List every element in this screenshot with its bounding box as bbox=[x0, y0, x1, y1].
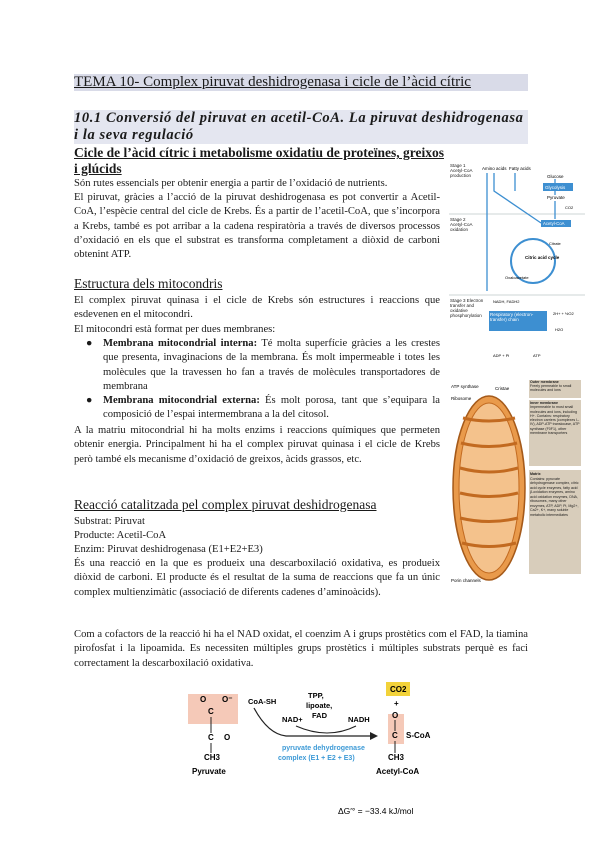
tpp-label: TPP, bbox=[308, 691, 324, 700]
respiratory-chain-label: Respiratory (electron-transfer) chain bbox=[490, 312, 534, 322]
co2-product: CO2 bbox=[390, 685, 407, 694]
paragraph-cofactors: Com a cofactors de la reacció hi ha el NAD oxidat, el coenzim A i grups prostètics com el FAD, la tiamina pirofosfat i la lipoamida. Es necessiten múltiples grups prostètics i múltiples substrats perquè es faci correctament la descarboxilació oxidativa. bbox=[74, 629, 528, 669]
stage3-label: Stage 3 Electron transfer and oxidative phosphorylation bbox=[450, 298, 484, 318]
term-inner-membrane: Membrana mitocondrial interna: bbox=[103, 338, 258, 349]
inner-membrane-text: Inner membraneImpermeable to most small molecules and ions, including H+. Contains: respiratory electron carriers (complexes I–IV), ADP-ATP translocase, ATP synthase (F0F1), other membrane transporters bbox=[530, 401, 580, 436]
list-item-outer-membrane bbox=[74, 394, 440, 423]
porin-label: Porin channels bbox=[451, 578, 481, 583]
acetyl-carbon: C bbox=[392, 731, 398, 740]
figure-pdh-reaction bbox=[178, 680, 448, 820]
water-label: H2O bbox=[555, 327, 564, 332]
coa-sh-label: CoA-SH bbox=[248, 697, 277, 706]
matrix-text: MatrixContains: pyruvate dehydrogenase complex, citric acid cycle enzymes, fatty acid β-oxidation enzymes, amino acid oxidation enzymes, DNA, ribosomes, many other enzymes, ATP, ADP, Pi, Mg2+, Ca2+, K+, many soluble metabolic intermediates bbox=[530, 472, 579, 517]
delta-g-label: ΔG′° = −33.4 kJ/mol bbox=[338, 806, 414, 816]
section-title-metabolism: Cicle de l’àcid cítric i metabolisme oxidatiu de proteïnes, greixos i glúcids bbox=[74, 145, 444, 176]
nad-label: NAD+ bbox=[282, 715, 303, 724]
pyruvate-name: Pyruvate bbox=[192, 767, 226, 776]
fatty-acids-label: Fatty acids bbox=[509, 166, 531, 171]
pyruvate-methyl: CH3 bbox=[204, 753, 221, 762]
section-title-reaction: Reacció catalitzada pel complex piruvat deshidrogenasa bbox=[74, 497, 377, 512]
plus-sign: + bbox=[394, 699, 399, 708]
outer-membrane-text: Outer membraneFreely permeable to small molecules and ions bbox=[530, 380, 572, 392]
atp-label: ATP bbox=[533, 353, 541, 358]
product-line: Producte: Acetil-CoA bbox=[74, 530, 167, 541]
lipoate-label: lipoate, bbox=[306, 701, 333, 710]
desc-outer-membrane: És molt porosa, tant que s’equipara la composició de l’espai intermembrana a la del citosol. bbox=[103, 395, 440, 421]
bullet-dot: ● bbox=[86, 395, 93, 407]
stage2-label: Stage 2 Acetyl-CoA oxidation bbox=[450, 217, 473, 232]
enzyme-line: Enzim: Piruvat deshidrogenasa (E1+E2+E3) bbox=[74, 544, 263, 555]
enzyme-label-2: complex (E1 + E2 + E3) bbox=[278, 755, 355, 762]
atp-synthase-label: ATP synthase bbox=[451, 384, 479, 389]
acetylcoa-name: Acetyl-CoA bbox=[376, 767, 420, 776]
paragraph-mito-intro: El complex piruvat quinasa i el cicle de Krebs són estructures i reaccions que esdevenen en el mitocondri. bbox=[74, 295, 440, 321]
nadh-label: NADH bbox=[348, 715, 370, 724]
membrane-list bbox=[74, 337, 440, 423]
pyruvate-label: Pyruvate bbox=[547, 195, 565, 200]
nadh-fadh-label: NADH, FADH2 bbox=[493, 299, 520, 304]
oxaloacetate-label: Oxaloacetate bbox=[505, 275, 529, 280]
figure-metabolism-overview bbox=[449, 161, 585, 369]
paragraph-pyruvate: El piruvat, gràcies a l’acció de la piruvat deshidrogenasa es pot convertir a Acetil-CoA, l’espècie central del cicle de Krebs. És a partir de l’acetil-CoA, que s’incorpora a Krebs, també es pot arribar a la cadena respiratòria a través de diversos processos d’oxidació en els que el substrat es transforma completament a diòxid de carboni obtenint ATP. bbox=[74, 192, 440, 261]
substrate-line: Substrat: Piruvat bbox=[74, 516, 145, 527]
term-outer-membrane: Membrana mitocondrial externa: bbox=[103, 395, 260, 407]
fad-label: FAD bbox=[312, 711, 327, 720]
citric-cycle-label: Citric acid cycle bbox=[525, 255, 560, 260]
acetyl-oxygen: O bbox=[392, 711, 399, 720]
paragraph-membranes: El mitocondri està format per dues membranes: bbox=[74, 324, 276, 335]
carboxyl-carbon: C bbox=[208, 707, 214, 716]
glycolysis-label: Glycolysis bbox=[545, 185, 566, 190]
ribosome-label: Ribosome bbox=[451, 396, 472, 401]
main-heading: TEMA 10- Complex piruvat deshidrogenasa i cicle de l’àcid cítric bbox=[74, 74, 528, 91]
amino-acids-label: Amino acids bbox=[482, 166, 507, 171]
nad-curve bbox=[296, 726, 356, 733]
carboxyl-o-minus: O⁻ bbox=[222, 695, 233, 704]
scoa-group: S-CoA bbox=[406, 731, 431, 740]
figure-mitochondrion bbox=[449, 378, 583, 588]
cristae-label: Cristae bbox=[495, 386, 510, 391]
co2-label: CO2 bbox=[565, 205, 574, 210]
paragraph-intro: Són rutes essencials per obtenir energia a partir de l’oxidació de nutrients. bbox=[74, 178, 388, 189]
citrate-label: Citrate bbox=[549, 241, 561, 246]
paragraph-matrix: A la matriu mitocondrial hi ha molts enzims i reaccions químiques que permeten obtenir energia. Principalment hi ha el complex piruvat quinasa i el cicle de Krebs però també els mecanisme d’oxidació de greixos, àcids grassos, etc. bbox=[74, 425, 440, 465]
paragraph-decarboxylation: És una reacció en la que es produeix una descarboxilació oxidativa, es produeix diòxid de carboni. El producte és el resultat de la suma de reaccions que fa un únic complex multienzimàtic (associació de diferents cadenes d’aminoàcids). bbox=[74, 558, 440, 598]
bullet-dot: ● bbox=[86, 338, 93, 349]
acetylcoa-label: Acetyl-CoA bbox=[543, 221, 565, 226]
acetyl-methyl: CH3 bbox=[388, 753, 405, 762]
enzyme-label-1: pyruvate dehydrogenase bbox=[282, 745, 365, 752]
desc-inner-membrane: Té molta superfície gràcies a les crestes que presenta, invaginacions de la membrana. És molt impermeable i totes les molècules que la travessen ho fan a través de molècules transportadores de membrana bbox=[103, 338, 440, 392]
keto-oxygen: O bbox=[224, 733, 231, 742]
glucose-label: Glucose bbox=[547, 174, 564, 179]
sub-heading: 10.1 Conversió del piruvat en acetil-CoA. La piruvat deshidrogenasa i la seva regulació bbox=[74, 110, 528, 144]
carboxyl-oxygen: O bbox=[200, 695, 207, 704]
keto-carbon: C bbox=[208, 733, 214, 742]
stage1-label: Stage 1 Acetyl-CoA production bbox=[450, 163, 473, 178]
section-title-mitochondria: Estructura dels mitocondris bbox=[74, 276, 223, 291]
list-item-inner-membrane bbox=[74, 337, 440, 394]
oxygen-label: 2H+ + ½O2 bbox=[553, 311, 574, 316]
arrow-head bbox=[370, 732, 378, 740]
adp-label: ADP + Pi bbox=[493, 353, 510, 358]
